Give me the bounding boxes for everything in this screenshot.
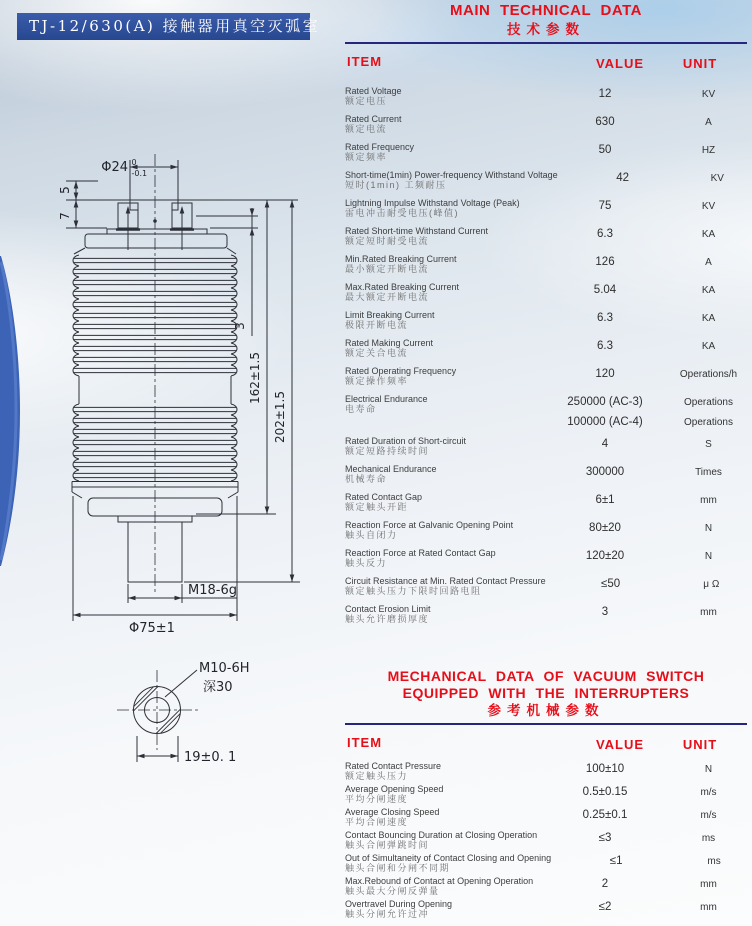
table-row [345,436,747,457]
row-value-cell [540,520,670,534]
main-technical-data-table [345,2,747,632]
hole-thread-label: M10-6H [199,661,250,676]
row-label [345,436,540,457]
row-value: 4 [601,438,609,450]
row-label-en: Reaction Force at Rated Contact Gap [345,548,496,558]
table-row [345,853,747,874]
row-unit: ms [707,856,721,867]
row-label-en: Rated Making Current [345,338,434,348]
row-label [345,282,540,303]
row-value: 630 [595,116,615,128]
dim-body-height-label: 162±1.5 [248,351,262,405]
row-unit: A [705,117,712,128]
row-label-cn: 额定触头开距 [345,502,409,512]
row-label-cn: 额定短路持续时间 [345,446,430,456]
row-unit: m/s [700,810,717,821]
row-unit-2: Operations [684,417,733,428]
mechanical-data-table [345,668,747,922]
row-unit: A [705,257,712,268]
row-value-cell [540,784,670,798]
row-label-cn: 额定触头压力下限时回路电阻 [345,586,482,596]
row-value-cell [540,226,670,240]
row-unit: KA [701,285,716,296]
hole-depth-label: 深30 [203,680,233,695]
row-label [345,761,540,782]
row-label [345,394,540,415]
row-value-cell [540,436,670,450]
row-unit: N [704,551,713,562]
row-label [345,226,540,247]
row-unit-cell [670,114,747,129]
row-unit: S [705,439,712,450]
row-unit-cell [670,338,747,353]
row-label-en: Max.Rebound of Contact at Opening Operation [345,876,534,886]
table1-title-en: MAIN TECHNICAL DATA [450,2,642,19]
row-label-en: Rated Duration of Short-circuit [345,436,467,446]
row-unit-cell [670,226,747,241]
row-label-cn: 机械寿命 [345,474,388,484]
row-label-en: Overtravel During Opening [345,899,453,909]
drawing-labels [58,158,287,765]
table2-rows [345,761,747,920]
row-unit: m/s [700,787,717,798]
row-unit-cell [670,198,747,213]
row-label-cn: 额定电流 [345,124,388,134]
table-row [345,282,747,303]
row-value-cell [540,338,670,352]
table-row [345,254,747,275]
table2-title-en-line2: EQUIPPED WITH THE INTERRUPTERS [402,684,690,701]
row-unit-cell [670,310,747,325]
row-unit: mm [700,607,717,618]
row-unit: Operations [684,397,733,408]
table-row [345,226,747,247]
row-unit-cell [670,807,747,822]
dim-flange-diameter-label: Φ75±1 [129,621,175,636]
row-unit-cell [670,254,747,269]
table2-title-cn: 参考机械参数 [487,703,605,718]
row-label [345,492,540,513]
table-row [345,366,747,387]
table1-rows [345,86,747,625]
row-label-en: Average Opening Speed [345,784,444,794]
product-title: TJ-12/630(A) 接触器用真空灭弧室 [29,17,321,35]
row-label [345,366,540,387]
row-label-en: Rated Contact Pressure [345,761,442,771]
dim-top-diameter-label: Φ24 [101,160,128,175]
column-header-unit: UNIT [682,737,718,752]
table-row [345,170,747,191]
row-label-en: Rated Contact Gap [345,492,423,502]
row-label-cn: 额定电压 [345,96,388,106]
row-label-en: Out of Simultaneity of Contact Closing and Opening [345,853,552,863]
stem-thread-label: M18-6g [188,583,237,598]
row-value: 42 [616,172,629,184]
row-value: 126 [595,256,615,268]
bottom-view [117,670,199,762]
row-label [345,853,551,874]
table-row [345,492,747,513]
row-label-cn: 最小额定开断电流 [345,264,430,274]
row-label-cn: 最大额定开断电流 [345,292,430,302]
row-value: 50 [598,144,612,156]
row-label-cn: 极限开断电流 [345,320,409,330]
row-label-cn: 电寿命 [345,404,377,414]
row-value-cell [551,853,681,867]
row-label-en: Rated Short-time Withstand Current [345,226,489,236]
row-label-cn: 触头反力 [345,558,388,568]
row-unit: KA [701,341,716,352]
row-label-cn: 触头允许磨损厚度 [345,614,430,624]
row-label-en: Rated Frequency [345,142,415,152]
row-label-en: Limit Breaking Current [345,310,435,320]
column-header-item: ITEM [347,54,383,69]
dim-total-height-label: 202±1.5 [273,390,287,444]
table2-title-en-line1: MECHANICAL DATA OF VACUUM SWITCH [387,668,705,684]
row-label [345,254,540,275]
row-value-cell [540,492,670,506]
row-unit-cell [670,142,747,157]
row-unit: N [704,764,713,775]
row-unit: Operations/h [679,369,738,380]
product-title-banner [17,13,321,40]
table-row [345,807,747,828]
row-unit: ms [701,833,716,844]
row-value-cell [540,366,670,380]
row-unit: KA [701,313,716,324]
row-value-cell [540,114,670,128]
technical-drawing [0,140,340,800]
row-label-cn: 触头分闸允许过冲 [345,909,430,919]
row-unit: KV [701,201,716,212]
row-label-cn: 触头最大分闸反弹量 [345,886,440,896]
table1-title-cn: 技术参数 [507,22,585,37]
row-value: 6.3 [597,340,613,352]
row-unit: KV [710,173,724,184]
row-value: 5.04 [593,284,617,296]
column-header-value: VALUE [595,56,645,71]
row-value: 80±20 [589,522,621,534]
row-unit-cell [670,436,747,451]
row-value: ≤3 [598,832,612,844]
row-value: 100±10 [585,763,625,775]
row-unit: KV [701,89,716,100]
row-unit-cell [670,899,747,914]
row-value: 12 [598,88,612,100]
table-row [345,394,747,429]
row-value-2: 100000 (AC-4) [567,416,643,428]
row-value-cell [540,604,670,618]
row-value-cell [540,282,670,296]
row-unit-cell [670,394,747,429]
row-value-cell [540,394,670,428]
row-value-cell [540,807,670,821]
row-label-en: Max.Rated Breaking Current [345,282,460,292]
row-value: 0.5±0.15 [582,786,628,798]
row-value-cell [540,198,670,212]
row-unit-cell [676,576,747,591]
row-label-en: Reaction Force at Galvanic Opening Point [345,520,514,530]
row-label [345,198,540,219]
row-unit: mm [700,495,717,506]
row-label [345,548,540,569]
table-row [345,576,747,597]
row-label [345,114,540,135]
row-label-en: Average Closing Speed [345,807,440,817]
table-row [345,899,747,920]
row-label-cn: 额定触头压力 [345,771,409,781]
row-label-cn: 平均合闸速度 [345,817,409,827]
dim-7-label: 7 [58,212,72,220]
row-value-cell [540,830,670,844]
table-row [345,876,747,897]
row-value-cell [546,576,676,590]
row-unit: N [704,523,713,534]
row-value: 0.25±0.1 [582,809,628,821]
table-row [345,464,747,485]
row-label-en: Rated Voltage [345,86,402,96]
table1-column-headers [345,44,747,86]
column-header-item: ITEM [347,735,383,750]
row-label-en: Lightning Impulse Withstand Voltage (Peak) [345,198,520,208]
row-unit-cell [670,830,747,845]
row-unit-cell [670,761,747,776]
row-label-en: Short-time(1min) Power-frequency Withstand Voltage [345,170,558,180]
row-label [345,807,540,828]
row-value: 250000 (AC-3) [567,396,643,408]
row-value-cell [540,254,670,268]
row-value: 3 [601,606,609,618]
row-label-en: Circuit Resistance at Min. Rated Contact Pressure [345,576,546,586]
dim-3-label: 3 [233,322,247,330]
row-label-cn: 平均分闸速度 [345,794,409,804]
row-label [345,86,540,107]
dim-tolerance-lower-label: -0.1 [131,169,148,178]
table-row [345,198,747,219]
row-unit-cell [670,366,747,381]
row-label-en: Rated Current [345,114,402,124]
table-row [345,142,747,163]
front-view [66,154,300,621]
column-header-value: VALUE [595,737,645,752]
row-value: 2 [601,878,609,890]
row-value-cell [540,899,670,913]
row-value-cell [540,142,670,156]
row-unit: HZ [701,145,716,156]
table-row [345,548,747,569]
row-unit-cell [670,492,747,507]
row-label-cn: 触头自闭力 [345,530,398,540]
table-row [345,830,747,851]
row-label-cn: 额定操作频率 [345,376,409,386]
row-value-cell [540,761,670,775]
row-value: 6.3 [597,312,613,324]
dim-tolerance-upper-label: 0 [131,158,137,167]
row-value: 75 [598,200,612,212]
dim-hole-span-label: 19±0. 1 [184,750,237,765]
row-label [345,142,540,163]
row-label-en: Mechanical Endurance [345,464,437,474]
row-label [345,899,540,920]
row-unit-cell [670,464,747,479]
row-value-cell [540,548,670,562]
row-unit-cell [670,548,747,563]
row-label [345,876,540,897]
row-value: 120 [595,368,615,380]
row-value: ≤1 [609,855,623,867]
column-header-unit: UNIT [682,56,718,71]
row-value: ≤2 [598,901,612,913]
row-unit-cell [681,853,747,868]
row-label [345,170,558,191]
row-unit: KA [701,229,716,240]
row-unit-cell [670,784,747,799]
table-row [345,784,747,805]
row-unit-cell [670,520,747,535]
row-value-cell [540,464,670,478]
table-row [345,338,747,359]
row-value-cell [558,170,688,184]
row-unit-cell [670,282,747,297]
row-value: ≤50 [601,578,621,590]
row-label-cn: 短时(1min) 工频耐压 [345,180,447,190]
row-label [345,520,540,541]
row-unit-cell [688,170,747,185]
row-label [345,830,540,851]
row-label-cn: 额定频率 [345,152,388,162]
row-value: 6±1 [595,494,615,506]
row-unit-cell [670,86,747,101]
row-value: 6.3 [597,228,613,240]
dim-5-label: 5 [58,186,72,194]
table-row [345,310,747,331]
row-unit: μ Ω [703,579,720,590]
row-label-en: Contact Bouncing Duration at Closing Operation [345,830,538,840]
row-unit: mm [700,879,717,890]
row-value: 120±20 [585,550,625,562]
table-row [345,86,747,107]
row-unit-cell [670,604,747,619]
row-label-cn: 额定关合电流 [345,348,409,358]
row-unit-cell [670,876,747,891]
row-unit: mm [700,902,717,913]
row-label-en: Rated Operating Frequency [345,366,457,376]
row-unit: Times [695,467,722,478]
table2-column-headers [345,725,747,761]
row-label [345,784,540,805]
row-label [345,464,540,485]
row-label [345,576,546,597]
row-value: 300000 [585,466,625,478]
table-row [345,520,747,541]
row-label-cn: 触头合闸和分闸不同期 [345,863,451,873]
table-row [345,761,747,782]
row-label-cn: 额定短时耐受电流 [345,236,430,246]
row-label-cn: 雷电冲击耐受电压(峰值) [345,208,459,218]
table-row [345,114,747,135]
row-value-cell [540,876,670,890]
table-row [345,604,747,625]
row-label-en: Electrical Endurance [345,394,428,404]
row-label-en: Contact Erosion Limit [345,604,431,614]
row-label [345,338,540,359]
row-label [345,604,540,625]
row-value-cell [540,86,670,100]
row-label-en: Min.Rated Breaking Current [345,254,457,264]
row-value-cell [540,310,670,324]
row-label-cn: 触头合闸弹跳时间 [345,840,430,850]
row-label [345,310,540,331]
